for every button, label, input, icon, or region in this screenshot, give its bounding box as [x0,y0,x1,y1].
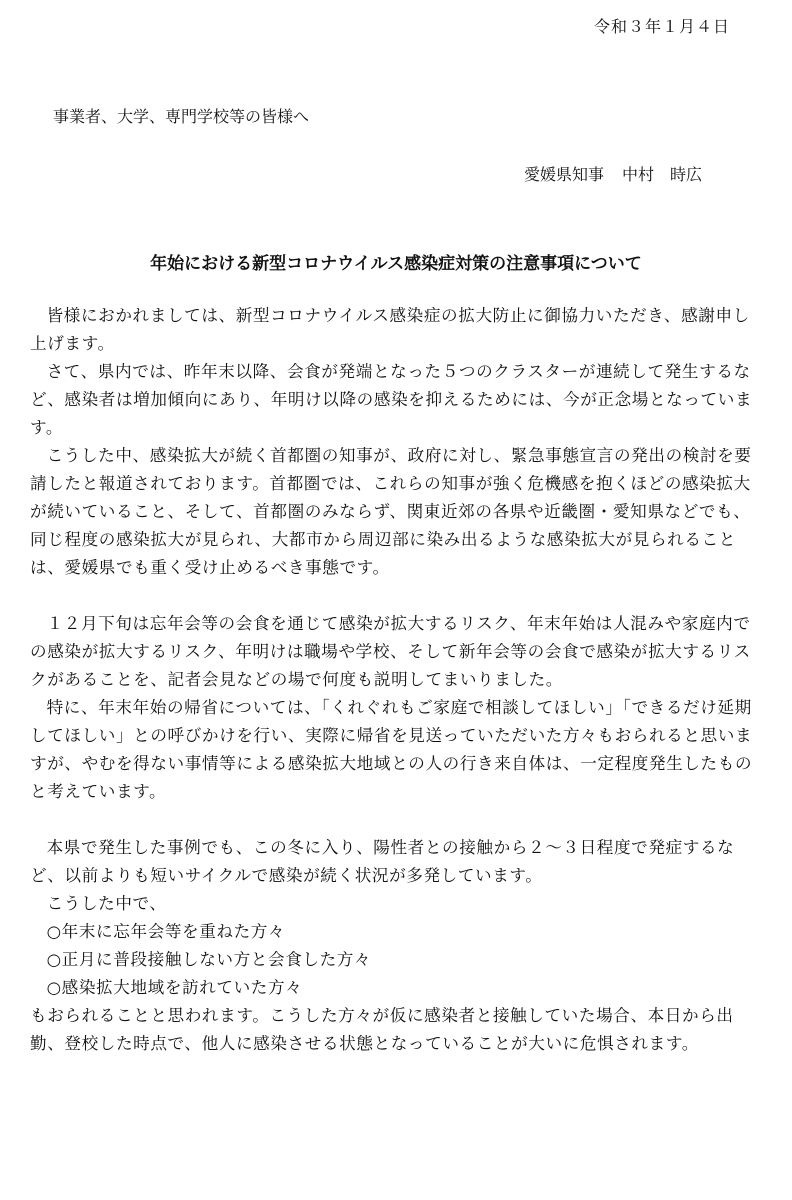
document-title: 年始における新型コロナウイルス感染症対策の注意事項について [150,254,642,274]
list-item: ○正月に普段接触しない方と会食した方々 [46,950,372,969]
list-item: ○年末に忘年会等を重ねた方々 [46,922,286,941]
document-body [30,302,760,1058]
sender [524,162,702,185]
paragraph-gap [30,582,760,610]
closing-paragraph: もおられることと思われます。こうした方々が仮に感染者と接触していた場合、本日から出勤、登校した時点で、他人に感染させる状態となっていることが大いに危惧されます。 [30,1006,734,1053]
paragraph-gap [30,806,760,834]
paragraph-3: こうした中、感染拡大が続く首都圏の知事が、政府に対し、緊急事態宣言の発出の検討を要請したと報道されております。首都圏では、これらの知事が強く危機感を抱くほどの感染拡大が続いていること、そして、首都圏のみならず、関東近郊の各県や近畿圏・愛知県などでも、同じ程度の感染拡大が見られ、大都市から周辺部に染み出るような感染拡大が見られることは、愛媛県でも重く受け止めるべき事態です。 [30,446,752,577]
paragraph-1: 皆様におかれましては、新型コロナウイルス感染症の拡大防止に御協力いただき、感謝申し上げます。 [30,306,750,353]
paragraph-4: １２月下旬は忘年会等の会食を通じて感染が拡大するリスク、年末年始は人混みや家庭内での感染が拡大するリスク、年明けは職場や学校、そして新年会等の会食で感染が拡大するリスクがあることを、記者会見などの場で何度も説明してまいりました。 [30,614,751,689]
sender-title: 愛媛県知事 [523,165,604,184]
paragraph-6: 本県で発生した事例でも、この冬に入り、陽性者との接触から２～３日程度で発症するなど、以前よりも短いサイクルで感染が続く状況が多発しています。 [30,838,735,885]
paragraph-2: さて、県内では、昨年末以降、会食が発端となった５つのクラスターが連続して発生するなど、感染者は増加傾向にあり、年明け以降の感染を抑えるためには、今が正念場となっています。 [30,362,753,437]
list-intro: こうした中で、 [46,894,167,913]
addressee: 事業者、大学、専門学校等の皆様へ [53,107,310,126]
list-item: ○感染拡大地域を訪れていた方々 [46,978,303,997]
sender-name: 中村 時広 [621,165,702,184]
paragraph-5: 特に、年末年始の帰省については、「くれぐれもご家庭で相談してほしい」「できるだけ延期してほしい」との呼びかけを行い、実際に帰省を見送っていただいた方々もおられると思いますが、やむを得ない事情等による感染拡大地域との人の行き来自体は、一定程度発生したものと考えています。 [30,698,753,801]
document-date: 令和３年１月４日 [593,17,730,36]
